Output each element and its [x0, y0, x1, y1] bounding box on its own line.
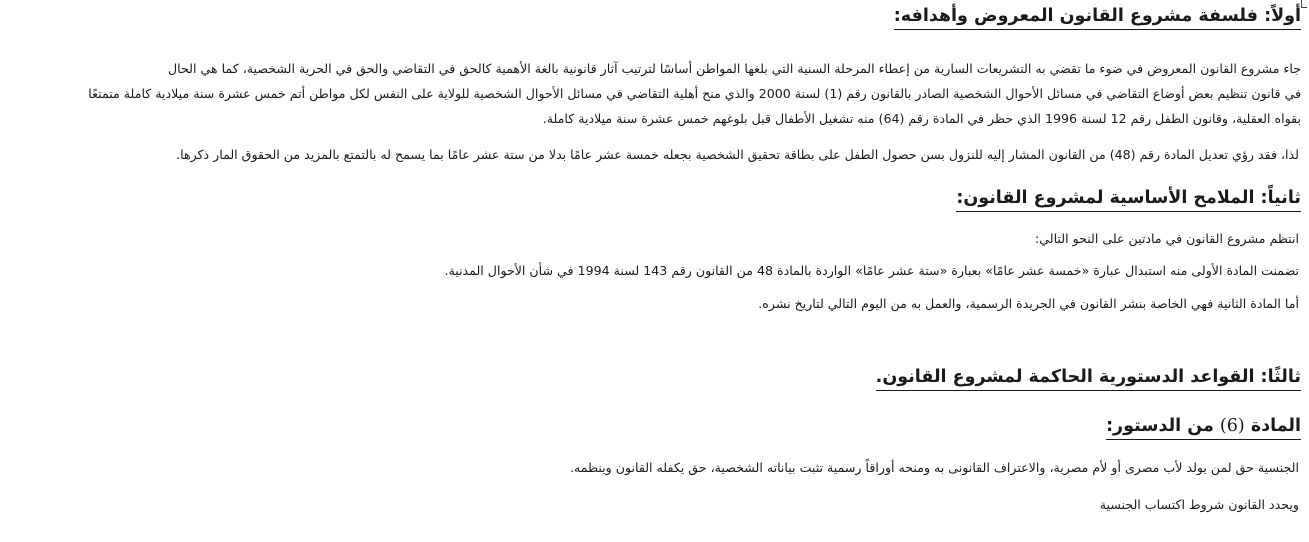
section3-heading-prefix: ثالثًا	[1267, 367, 1301, 387]
section1-heading	[894, 4, 1301, 30]
section1-paragraph-line: في قانون تنظيم بعض أوضاع التقاضي في مسائل الأحوال الشخصية الصادر بالقانون رقم (1) لسنة 2000 والذي منح أهلية التقاضي في مسائل الأحوال الشخصية للولاية على النفس لكل مواطن أتم خمس عشرة سنة ميلادية كاملة متمتعًا	[88, 86, 1301, 101]
text-cursor-mark	[1301, 0, 1307, 8]
section1-paragraph-line: بقواه العقلية، وقانون الطفل رقم 12 لسنة 1996 الذي حظر في المادة رقم (64) منه تشغيل الأطفال قبل بلوغهم خمس عشرة سنة ميلادية كاملة.	[542, 111, 1301, 126]
article6-text-2: ويحدد القانون شروط اكتساب الجنسية	[1099, 497, 1299, 512]
section1-heading-text: : فلسفة مشروع القانون المعروض وأهدافه:	[893, 6, 1272, 26]
section2-article-two: أما المادة الثانية فهي الخاصة بنشر القانون في الجريدة الرسمية، والعمل به من اليوم التالي لتاريخ نشره.	[758, 296, 1299, 311]
section1-heading-prefix: أولاً	[1271, 6, 1301, 26]
section1-paragraph-line: جاء مشروع القانون المعروض في ضوء ما تقضي به التشريعات السارية من إعطاء المرحلة السنية التي بلغها المواطن أساسًا لترتيب آثار قانونية بالغة الأهمية كالحق في التقاضي والحق في الحرية الشخصية، كما هي الحال	[167, 61, 1301, 76]
section1-paragraph	[6, 56, 1301, 131]
article6-heading-number: (6)	[1219, 416, 1245, 436]
section2-intro: انتظم مشروع القانون في مادتين على النحو التالي:	[1035, 231, 1299, 246]
section2-article-one: تضمنت المادة الأولى منه استبدال عبارة «خمسة عشر عامًا» بعبارة «ستة عشر عامًا» الواردة بالمادة 48 من القانون رقم 143 لسنة 1994 في شأن الأحوال المدنية.	[444, 263, 1299, 278]
article6-text-1: الجنسية حق لمن يولد لأب مصرى أو لأم مصرية، والاعتراف القانونى به ومنحه أوراقاً رسمية تثبت بياناته الشخصية، حق يكفله القانون وينظمه.	[569, 460, 1299, 475]
section3-heading	[876, 365, 1301, 391]
article6-heading	[1106, 414, 1301, 440]
article6-heading-rest: من الدستور:	[1106, 416, 1214, 436]
section3-heading-text: : القواعد الدستورية الحاكمة لمشروع القانون.	[875, 367, 1268, 387]
section2-heading-text: : الملامح الأساسية لمشروع القانون:	[956, 188, 1268, 208]
article6-heading-word: المادة	[1250, 416, 1301, 436]
section2-heading-prefix: ثانياً	[1267, 188, 1301, 208]
section1-paragraph-2: لذا، فقد رؤي تعديل المادة رقم (48) من القانون المشار إليه للنزول بسن حصول الطفل على بطاقة تحقيق الشخصية بجعله خمسة عشر عامًا بدلا من ستة عشر عامًا بما يسمح له بالتمتع بالمزيد من الحقوق المار ذكرها.	[176, 147, 1299, 162]
section2-heading	[956, 186, 1301, 212]
